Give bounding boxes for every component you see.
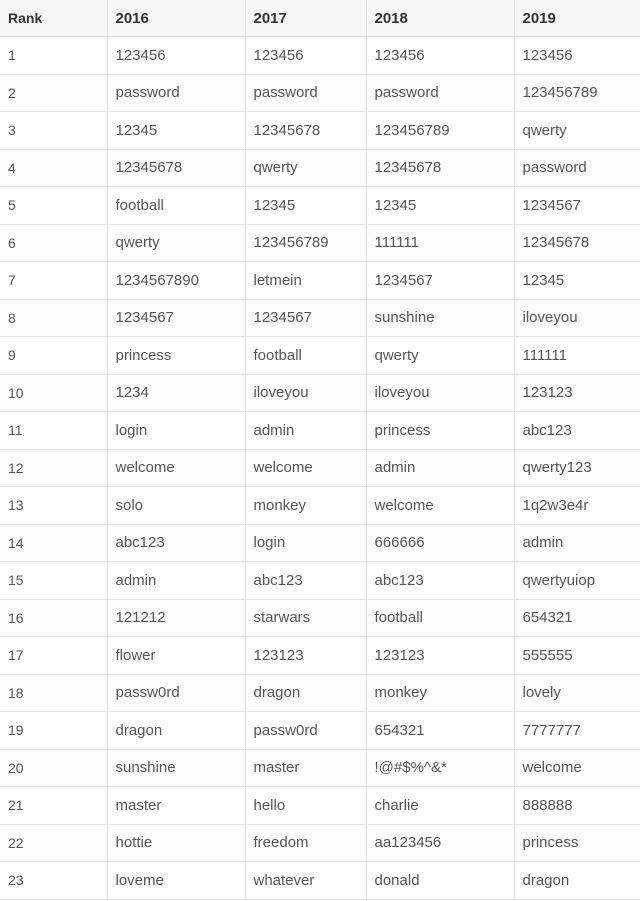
cell-2016: loveme [107, 862, 245, 900]
cell-2018: password [366, 74, 514, 112]
cell-2018: !@#$%^&* [366, 749, 514, 787]
table-row [0, 487, 640, 525]
table-row [0, 224, 640, 262]
cell-2017: hello [245, 787, 366, 825]
cell-2017: login [245, 524, 366, 562]
table-row [0, 112, 640, 150]
cell-2017: dragon [245, 674, 366, 712]
cell-2017: starwars [245, 599, 366, 637]
table-row [0, 824, 640, 862]
column-header-2019: 2019 [514, 0, 640, 37]
cell-2019: admin [514, 524, 640, 562]
cell-2019: lovely [514, 674, 640, 712]
cell-rank: 20 [0, 749, 107, 787]
cell-2018: iloveyou [366, 374, 514, 412]
column-header-2018: 2018 [366, 0, 514, 37]
cell-2019: iloveyou [514, 299, 640, 337]
cell-2017: passw0rd [245, 712, 366, 750]
cell-2018: sunshine [366, 299, 514, 337]
cell-2019: 123456789 [514, 74, 640, 112]
table-row [0, 262, 640, 300]
table-body [0, 37, 640, 900]
cell-rank: 9 [0, 337, 107, 375]
table-header-row [0, 0, 640, 37]
cell-2018: 123123 [366, 637, 514, 675]
cell-rank: 18 [0, 674, 107, 712]
cell-2016: 12345 [107, 112, 245, 150]
cell-rank: 21 [0, 787, 107, 825]
table-row [0, 412, 640, 450]
cell-rank: 11 [0, 412, 107, 450]
cell-2017: qwerty [245, 149, 366, 187]
cell-2018: football [366, 599, 514, 637]
cell-2019: abc123 [514, 412, 640, 450]
cell-2017: 1234567 [245, 299, 366, 337]
cell-rank: 8 [0, 299, 107, 337]
table-row [0, 862, 640, 900]
cell-2019: 123123 [514, 374, 640, 412]
cell-2018: charlie [366, 787, 514, 825]
cell-2017: 12345 [245, 187, 366, 225]
cell-2016: football [107, 187, 245, 225]
cell-rank: 14 [0, 524, 107, 562]
table-row [0, 149, 640, 187]
cell-2019: welcome [514, 749, 640, 787]
cell-2018: 12345 [366, 187, 514, 225]
table-row [0, 449, 640, 487]
cell-2019: 7777777 [514, 712, 640, 750]
cell-rank: 23 [0, 862, 107, 900]
cell-2019: 555555 [514, 637, 640, 675]
cell-2016: hottie [107, 824, 245, 862]
cell-2019: qwerty123 [514, 449, 640, 487]
cell-rank: 3 [0, 112, 107, 150]
cell-2016: master [107, 787, 245, 825]
table-row [0, 712, 640, 750]
cell-2019: 1234567 [514, 187, 640, 225]
cell-2018: 123456789 [366, 112, 514, 150]
cell-2017: 12345678 [245, 112, 366, 150]
table-row [0, 37, 640, 75]
cell-2016: password [107, 74, 245, 112]
cell-rank: 1 [0, 37, 107, 75]
cell-rank: 6 [0, 224, 107, 262]
cell-2018: 654321 [366, 712, 514, 750]
cell-2018: 666666 [366, 524, 514, 562]
cell-2019: dragon [514, 862, 640, 900]
cell-rank: 22 [0, 824, 107, 862]
cell-2017: password [245, 74, 366, 112]
cell-rank: 5 [0, 187, 107, 225]
cell-2016: qwerty [107, 224, 245, 262]
cell-2016: 12345678 [107, 149, 245, 187]
cell-2018: aa123456 [366, 824, 514, 862]
cell-rank: 15 [0, 562, 107, 600]
cell-2019: qwerty [514, 112, 640, 150]
cell-2016: abc123 [107, 524, 245, 562]
cell-2016: login [107, 412, 245, 450]
cell-rank: 16 [0, 599, 107, 637]
table-row [0, 749, 640, 787]
cell-2017: monkey [245, 487, 366, 525]
cell-2019: 12345678 [514, 224, 640, 262]
cell-2017: whatever [245, 862, 366, 900]
cell-2019: 888888 [514, 787, 640, 825]
cell-rank: 7 [0, 262, 107, 300]
cell-2017: abc123 [245, 562, 366, 600]
cell-2017: letmein [245, 262, 366, 300]
cell-2016: 123456 [107, 37, 245, 75]
cell-2017: 123123 [245, 637, 366, 675]
cell-2019: 111111 [514, 337, 640, 375]
cell-rank: 2 [0, 74, 107, 112]
cell-2019: qwertyuiop [514, 562, 640, 600]
cell-2018: 12345678 [366, 149, 514, 187]
cell-2019: 123456 [514, 37, 640, 75]
table-row [0, 374, 640, 412]
cell-rank: 12 [0, 449, 107, 487]
table-row [0, 299, 640, 337]
cell-rank: 13 [0, 487, 107, 525]
cell-2016: princess [107, 337, 245, 375]
column-header-2017: 2017 [245, 0, 366, 37]
cell-2016: 1234567 [107, 299, 245, 337]
cell-2019: 654321 [514, 599, 640, 637]
cell-2016: admin [107, 562, 245, 600]
column-header-rank: Rank [0, 0, 107, 37]
cell-rank: 17 [0, 637, 107, 675]
cell-2018: donald [366, 862, 514, 900]
cell-2016: 121212 [107, 599, 245, 637]
cell-2017: iloveyou [245, 374, 366, 412]
cell-rank: 4 [0, 149, 107, 187]
table-row [0, 674, 640, 712]
table-row [0, 562, 640, 600]
cell-2017: 123456789 [245, 224, 366, 262]
cell-2018: 1234567 [366, 262, 514, 300]
cell-2017: welcome [245, 449, 366, 487]
cell-2017: freedom [245, 824, 366, 862]
cell-2016: dragon [107, 712, 245, 750]
cell-2017: 123456 [245, 37, 366, 75]
cell-2017: master [245, 749, 366, 787]
cell-2016: flower [107, 637, 245, 675]
table-row [0, 637, 640, 675]
cell-2016: sunshine [107, 749, 245, 787]
cell-2019: password [514, 149, 640, 187]
cell-rank: 10 [0, 374, 107, 412]
cell-2016: welcome [107, 449, 245, 487]
cell-2018: 111111 [366, 224, 514, 262]
cell-2018: 123456 [366, 37, 514, 75]
table-row [0, 599, 640, 637]
cell-2018: abc123 [366, 562, 514, 600]
cell-2016: 1234567890 [107, 262, 245, 300]
cell-2019: princess [514, 824, 640, 862]
table-row [0, 74, 640, 112]
cell-2018: welcome [366, 487, 514, 525]
cell-2018: monkey [366, 674, 514, 712]
cell-2018: princess [366, 412, 514, 450]
table-row [0, 787, 640, 825]
cell-2017: football [245, 337, 366, 375]
cell-rank: 19 [0, 712, 107, 750]
cell-2019: 1q2w3e4r [514, 487, 640, 525]
table-row [0, 337, 640, 375]
table-row [0, 187, 640, 225]
cell-2016: solo [107, 487, 245, 525]
cell-2019: 12345 [514, 262, 640, 300]
table-row [0, 524, 640, 562]
cell-2017: admin [245, 412, 366, 450]
cell-2018: admin [366, 449, 514, 487]
column-header-2016: 2016 [107, 0, 245, 37]
cell-2016: passw0rd [107, 674, 245, 712]
cell-2016: 1234 [107, 374, 245, 412]
cell-2018: qwerty [366, 337, 514, 375]
